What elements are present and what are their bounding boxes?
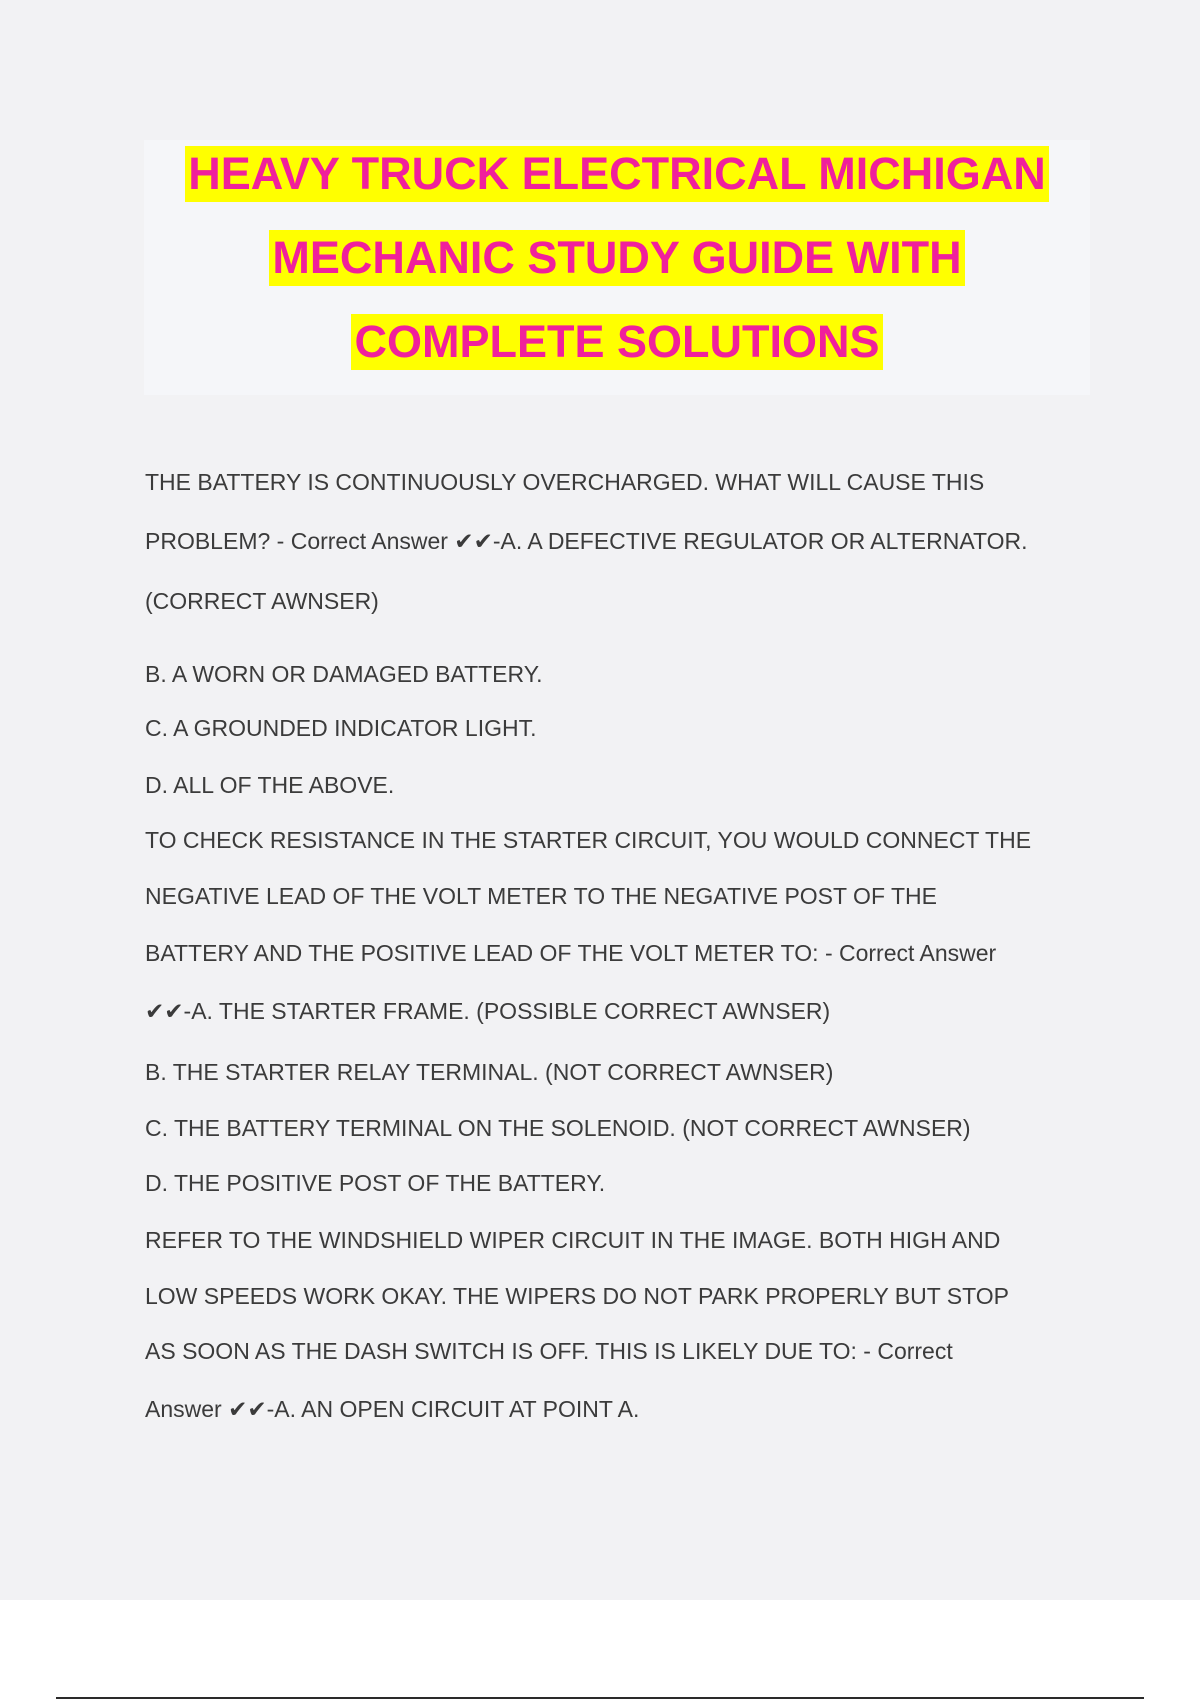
footer-divider	[56, 1697, 1144, 1699]
question-3-line-1: REFER TO THE WINDSHIELD WIPER CIRCUIT IN THE IMAGE. BOTH HIGH AND	[145, 1227, 1001, 1253]
question-2-line-1: TO CHECK RESISTANCE IN THE STARTER CIRCUIT, YOU WOULD CONNECT THE	[145, 827, 1032, 853]
question-2-line-2: NEGATIVE LEAD OF THE VOLT METER TO THE NEGATIVE POST OF THE	[145, 883, 937, 909]
question-1-option-d: D. ALL OF THE ABOVE.	[145, 772, 395, 798]
question-1-line-1: THE BATTERY IS CONTINUOUSLY OVERCHARGED. WHAT WILL CAUSE THIS	[145, 469, 985, 495]
title-block	[144, 140, 1090, 395]
question-2-option-b: B. THE STARTER RELAY TERMINAL. (NOT CORRECT AWNSER)	[145, 1059, 834, 1085]
question-2-option-c: C. THE BATTERY TERMINAL ON THE SOLENOID. (NOT CORRECT AWNSER)	[145, 1115, 971, 1141]
title-line-3: COMPLETE SOLUTIONS	[351, 314, 882, 370]
question-1-option-c: C. A GROUNDED INDICATOR LIGHT.	[145, 715, 537, 741]
title-line-1: HEAVY TRUCK ELECTRICAL MICHIGAN	[185, 146, 1049, 202]
title-line-2: MECHANIC STUDY GUIDE WITH	[269, 230, 964, 286]
question-2-answer-a: ✔✔-A. THE STARTER FRAME. (POSSIBLE CORRECT AWNSER)	[145, 998, 831, 1024]
question-2-line-3: BATTERY AND THE POSITIVE LEAD OF THE VOLT METER TO: - Correct Answer	[145, 940, 997, 966]
question-1-line-3: (CORRECT AWNSER)	[145, 588, 379, 614]
question-2-option-d: D. THE POSITIVE POST OF THE BATTERY.	[145, 1170, 606, 1196]
question-3-answer-a: Answer ✔✔-A. AN OPEN CIRCUIT AT POINT A.	[145, 1396, 640, 1422]
question-1-line-2: PROBLEM? - Correct Answer ✔✔-A. A DEFECTIVE REGULATOR OR ALTERNATOR.	[145, 528, 1028, 554]
question-1-option-b: B. A WORN OR DAMAGED BATTERY.	[145, 661, 543, 687]
question-3-line-2: LOW SPEEDS WORK OKAY. THE WIPERS DO NOT PARK PROPERLY BUT STOP	[145, 1283, 1009, 1309]
question-3-line-3: AS SOON AS THE DASH SWITCH IS OFF. THIS IS LIKELY DUE TO: - Correct	[145, 1338, 953, 1364]
